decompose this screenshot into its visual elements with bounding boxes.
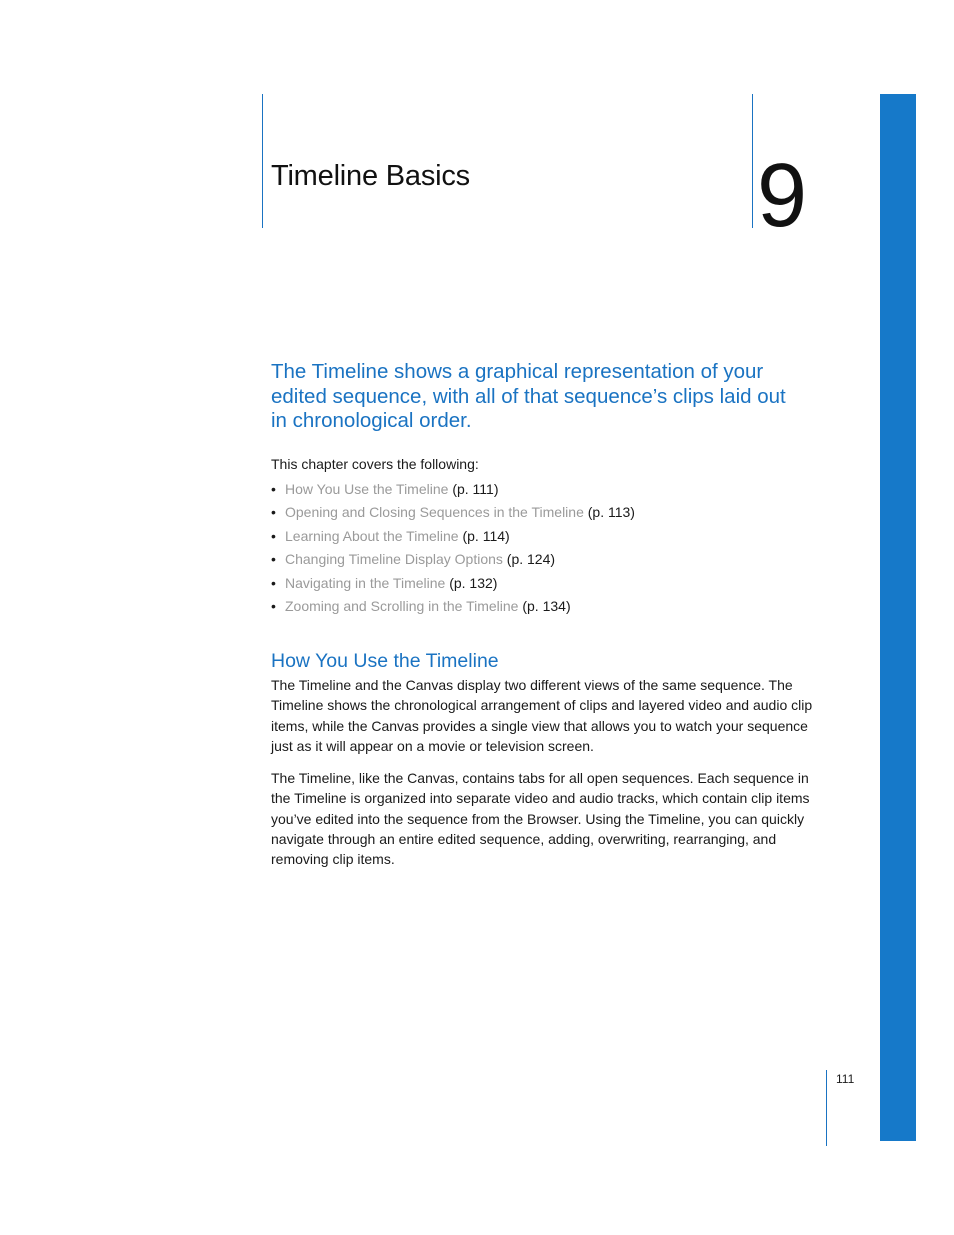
toc-bullet: • (271, 481, 276, 497)
chapter-divider-right (752, 94, 753, 228)
toc-page-ref: (p. 124) (502, 551, 556, 568)
toc-bullet: • (271, 574, 276, 591)
body-paragraph: The Timeline, like the Canvas, contains tabs for all open sequences. Each sequence in the Timeline is organized into separate video and audio tracks, which contain clip items you’ve edited into the sequence from the Browser. Using the Timeline, you can quickly navigate through an entire edited sequence, adding, overwriting, rearranging, and removing clip items. (271, 770, 810, 868)
toc-page-ref: (p. 111) (448, 481, 499, 497)
page-number: 111 (836, 1072, 855, 1086)
toc-link-how-you-use[interactable]: How You Use the Timeline (285, 481, 449, 497)
toc-item (271, 478, 635, 501)
toc-link-zooming-scrolling[interactable]: Zooming and Scrolling in the Timeline (285, 597, 519, 614)
body-paragraph: The Timeline and the Canvas display two different views of the same sequence. The Timeline shows the chronological arrangement of clips and layered video and audio clip items, while the Canvas provides a single view that allows you to watch your sequence just as it will appear on a movie or television screen. (271, 677, 813, 754)
toc-item (271, 548, 635, 571)
toc-link-learning-about[interactable]: Learning About the Timeline (285, 527, 459, 544)
toc-bullet: • (271, 527, 276, 544)
toc-page-ref: (p. 132) (445, 574, 498, 591)
toc-bullet: • (271, 504, 276, 521)
page-number-divider (826, 1070, 827, 1146)
toc-page-ref: (p. 134) (518, 597, 571, 614)
toc-link-navigating[interactable]: Navigating in the Timeline (285, 574, 446, 591)
chapter-divider-left (262, 94, 263, 228)
toc-page-ref: (p. 113) (583, 504, 635, 521)
chapter-title: Timeline Basics (271, 160, 470, 192)
chapter-side-tab (880, 94, 916, 1141)
covers-label: This chapter covers the following: (271, 456, 479, 472)
section-heading: How You Use the Timeline (271, 650, 499, 672)
toc-item (271, 595, 635, 618)
chapter-intro: The Timeline shows a graphical representation of your edited sequence, with all of that sequence’s clips laid out in chronological order. (271, 360, 786, 432)
toc-item (271, 525, 635, 548)
toc-item (271, 501, 635, 524)
toc-bullet: • (271, 597, 276, 614)
toc-item (271, 572, 635, 595)
chapter-number: 9 (757, 146, 808, 246)
toc-bullet: • (271, 551, 276, 568)
toc-page-ref: (p. 114) (458, 527, 510, 544)
toc-link-display-options[interactable]: Changing Timeline Display Options (285, 551, 503, 568)
chapter-toc (271, 478, 635, 618)
toc-link-opening-closing[interactable]: Opening and Closing Sequences in the Timeline (285, 504, 584, 521)
